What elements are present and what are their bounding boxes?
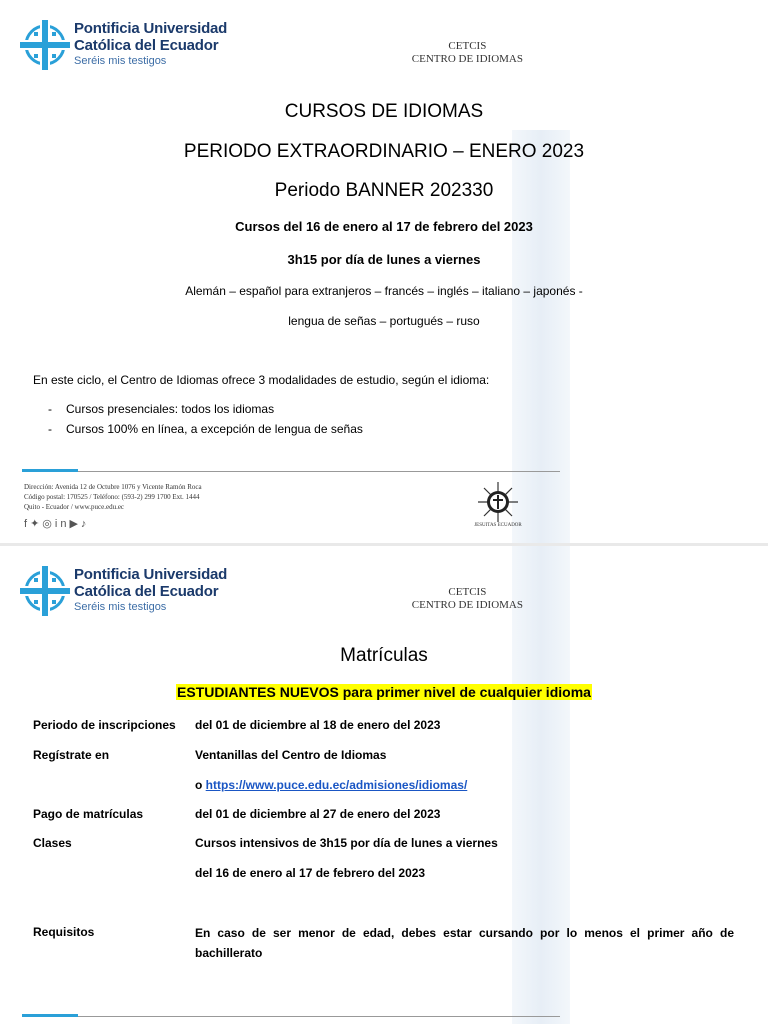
- registration-link[interactable]: https://www.puce.edu.ec/admisiones/idiomas/: [205, 778, 468, 792]
- period-title: PERIODO EXTRAORDINARIO – ENERO 2023: [183, 141, 585, 162]
- header-cetcis: CETCIS: [448, 40, 487, 52]
- languages-line-2: lengua de señas – portugués – ruso: [288, 314, 480, 328]
- banner-period-title: Periodo BANNER 202330: [274, 180, 494, 201]
- logo-line-1: Pontificia Universidad: [74, 20, 228, 37]
- logo-line-2: Católica del Ecuador: [74, 583, 219, 600]
- row-label: Regístrate en: [33, 748, 110, 762]
- social-icons: [24, 517, 89, 530]
- puce-logo: [20, 18, 230, 74]
- list-item: - Cursos presenciales: todos los idiomas: [48, 402, 275, 416]
- course-dates: Cursos del 16 de enero al 17 de febrero del 2023: [235, 219, 533, 234]
- footer-divider: [22, 471, 560, 472]
- logo-tagline: Seréis mis testigos: [74, 601, 167, 613]
- header-department: [412, 40, 523, 66]
- header-centro: CENTRO DE IDIOMAS: [411, 599, 523, 611]
- intro-paragraph: En este ciclo, el Centro de Idiomas ofrece 3 modalidades de estudio, según el idioma:: [33, 373, 490, 387]
- row-value: Cursos intensivos de 3h15 por día de lunes a viernes: [195, 836, 498, 850]
- row-label: Periodo de inscripciones: [33, 718, 176, 732]
- facebook-icon[interactable]: f: [24, 518, 31, 530]
- logo-line-1: Pontificia Universidad: [74, 566, 228, 583]
- row-value: del 16 de enero al 17 de febrero del 2023: [195, 866, 426, 880]
- twitter-icon[interactable]: ✦: [30, 518, 43, 530]
- section-heading: Matrículas: [340, 645, 428, 666]
- footer-accent: [22, 469, 78, 472]
- header-centro: CENTRO DE IDIOMAS: [411, 53, 523, 65]
- list-item: - Cursos 100% en línea, a excepción de lengua de señas: [48, 422, 363, 436]
- footer-accent: [22, 1014, 78, 1017]
- document-page-2: [0, 546, 768, 1024]
- linkedin-icon[interactable]: in: [54, 518, 70, 530]
- tiktok-icon[interactable]: ♪: [80, 518, 90, 530]
- row-label: Clases: [33, 836, 72, 850]
- highlight-banner: [0, 684, 768, 702]
- logo-line-2: Católica del Ecuador: [74, 37, 219, 54]
- requirements-value: En caso de ser menor de edad, debes estar cursando por lo menos el primer año de bachillerato: [195, 926, 734, 960]
- logo-cross-icon: [20, 564, 70, 618]
- page-title: CURSOS DE IDIOMAS: [284, 101, 484, 122]
- row-label: Requisitos: [33, 925, 95, 939]
- highlight-text: ESTUDIANTES NUEVOS para primer nivel de cualquier idioma: [177, 684, 591, 700]
- row-label: Pago de matrículas: [33, 807, 144, 821]
- header-cetcis: CETCIS: [448, 586, 487, 598]
- instagram-icon[interactable]: ◎: [42, 518, 55, 530]
- languages-line-1: Alemán – español para extranjeros – francés – inglés – italiano – japonés -: [185, 284, 583, 298]
- row-value: Ventanillas del Centro de Idiomas: [195, 748, 387, 762]
- footer-divider: [22, 1016, 560, 1017]
- seal-caption: JESUITAS ECUADOR: [474, 523, 522, 528]
- row-value: del 01 de diciembre al 27 de enero del 2023: [195, 807, 441, 821]
- jesuitas-seal-icon: [470, 478, 526, 538]
- youtube-icon[interactable]: ▶: [69, 518, 81, 530]
- puce-logo: [20, 564, 230, 620]
- logo-cross-icon: [20, 18, 70, 72]
- header-department: [412, 586, 523, 612]
- registration-link-row: o https://www.puce.edu.ec/admisiones/idiomas/: [195, 778, 468, 792]
- row-value: del 01 de diciembre al 18 de enero del 2023: [195, 718, 441, 732]
- footer-address: Dirección: Avenida 12 de Octubre 1076 y Vicente Ramón Roca Código postal: 170525 / Teléfono: (593-2) 299 1700 Ext. 1444 Quito - Ecuador / www.puce.edu.ec: [24, 483, 202, 511]
- logo-tagline: Seréis mis testigos: [74, 55, 167, 67]
- course-schedule: 3h15 por día de lunes a viernes: [287, 252, 481, 267]
